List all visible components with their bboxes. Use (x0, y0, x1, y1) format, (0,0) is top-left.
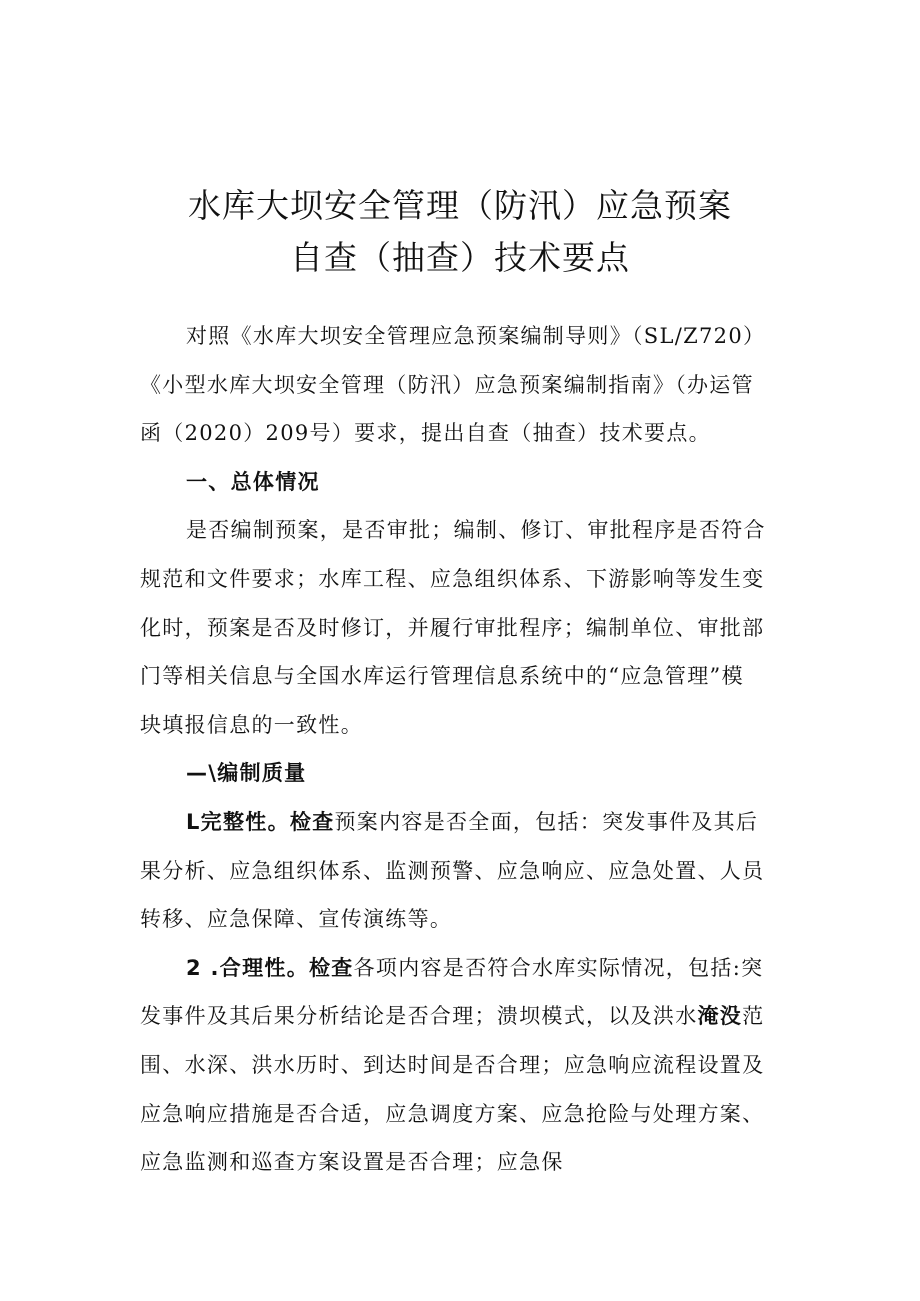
item2-line2-bold: 淹没 (697, 1004, 743, 1029)
intro-line: 《小型水库大坝安全管理（防汛）应急预案编制指南》（办运管 (140, 372, 754, 397)
section1-line: 化时，预案是否及时修订，并履行审批程序；编制单位、审批部 (140, 615, 765, 640)
item1-label: L完整性。 (186, 809, 290, 834)
item1-line: 果分析、应急组织体系、监测预警、应急响应、应急处置、人员 (140, 858, 765, 883)
item2-first-line (140, 944, 800, 993)
item2-label: 2 .合理性。 (186, 955, 309, 980)
section1-line: 门等相关信息与全国水库运行管理信息系统中的“应急管理”模 (140, 664, 744, 689)
item1-first-line (140, 798, 800, 847)
section1-line: 块填报信息的一致性。 (140, 712, 363, 737)
item2-line: 围、水深、洪水历时、到达时间是否合理；应急响应流程设置及 (140, 1052, 765, 1077)
intro-line: 函（2020）209号）要求，提出自查（抽查）技术要点。 (140, 421, 711, 446)
intro-line: 对照《水库大坝安全管理应急预案编制导则》（SL/Z720） (186, 324, 766, 348)
item2-line (140, 992, 800, 1041)
section1-line: 规范和文件要求；水库工程、应急组织体系、下游影响等发生变 (140, 566, 765, 591)
item1-line: 转移、应急保障、宣传演练等。 (140, 907, 453, 932)
item2-keyword: 检查 (309, 955, 354, 980)
item2-line2-pre: 发事件及其后果分析结论是否合理；溃坝模式，以及洪水 (140, 1004, 698, 1029)
item2-line: 应急响应措施是否合适，应急调度方案、应急抢险与处理方案、 (140, 1101, 765, 1126)
item2-text: 各项内容是否符合水库实际情况，包括:突 (353, 955, 764, 980)
doc-title-line1: 水库大坝安全管理（防汛）应急预案 (188, 186, 732, 225)
item2-line2-post: 范 (742, 1004, 765, 1029)
item1-text: 预案内容是否全面，包括：突发事件及其后 (334, 809, 759, 834)
section1-line: 是否编制预案，是否审批；编制、修订、审批程序是否符合 (186, 518, 766, 543)
doc-title-line2: 自查（抽查）技术要点 (290, 238, 630, 277)
item2-line: 应急监测和巡查方案设置是否合理；应急保 (140, 1150, 564, 1175)
item1-keyword: 检查 (289, 809, 335, 834)
section1-heading: 一、总体情况 (186, 469, 320, 494)
doc-body (140, 312, 800, 1187)
section2-heading: —\编制质量 (186, 761, 307, 786)
